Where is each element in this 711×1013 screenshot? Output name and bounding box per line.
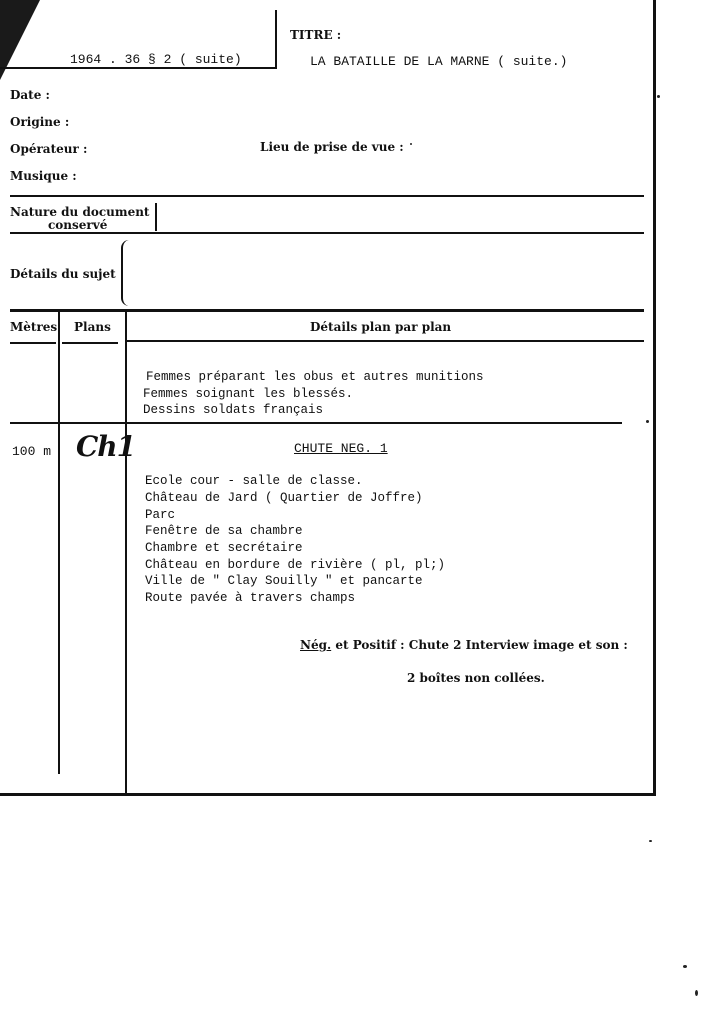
scan-speck [695, 990, 698, 996]
nature-label-line2: conservé [48, 218, 108, 232]
titre-label: TITRE : [290, 28, 342, 42]
plan-handwritten: Ch1 [76, 430, 136, 463]
neg-underlined: Nég. [300, 638, 332, 652]
col-header-details: Détails plan par plan [310, 320, 452, 334]
reference-box-vline [275, 10, 277, 68]
page-bottom-border [0, 793, 656, 796]
musique-label: Musique : [10, 169, 77, 183]
col-header-plans: Plans [74, 320, 111, 334]
operateur-label: Opérateur : [10, 142, 88, 156]
scan-speck [649, 840, 652, 842]
note-rest: et Positif : Chute 2 Interview image et son : [331, 638, 628, 652]
shot-line-5: Chambre et secrétaire [145, 541, 303, 555]
nature-label-line1: Nature du document [10, 205, 150, 219]
metres-value: 100 m [12, 444, 52, 459]
reference-box-underline [0, 67, 277, 69]
header-underline-plans [62, 342, 118, 344]
divider-2 [10, 232, 644, 234]
scan-speck [410, 143, 412, 145]
section-divider [10, 422, 622, 424]
shot-line-4: Fenêtre de sa chambre [145, 524, 303, 538]
col-header-metres: Mètres [10, 320, 58, 334]
header-underline-metres [10, 342, 56, 344]
divider-3 [10, 309, 644, 312]
col-line-2 [125, 312, 127, 794]
scan-speck [683, 965, 687, 968]
boxes-note: 2 boîtes non collées. [407, 671, 545, 685]
shot-line-7: Ville de " Clay Souilly " et pancarte [145, 574, 423, 588]
divider-1 [10, 195, 644, 197]
titre-value: LA BATAILLE DE LA MARNE ( suite.) [310, 54, 568, 69]
scan-speck [657, 95, 660, 98]
lieu-label: Lieu de prise de vue : [260, 140, 404, 154]
section1-line-3: Dessins soldats français [143, 403, 324, 417]
shot-line-1: Ecole cour - salle de classe. [145, 474, 363, 488]
details-sujet-brace [121, 240, 131, 306]
chute-heading: CHUTE NEG. 1 [294, 441, 388, 456]
shot-line-2: Château de Jard ( Quartier de Joffre) [145, 491, 423, 505]
section1-line-1: Femmes préparant les obus et autres munitions [146, 370, 484, 384]
section1-line-2: Femmes soignant les blessés. [143, 387, 354, 401]
page-right-border [653, 0, 656, 795]
details-sujet-label: Détails du sujet [10, 267, 116, 281]
reference-number: 1964 . 36 § 2 ( suite) [70, 52, 242, 67]
header-underline-details [127, 340, 644, 342]
negative-positive-note [300, 638, 628, 652]
scan-speck [646, 420, 649, 423]
origine-label: Origine : [10, 115, 70, 129]
shot-line-3: Parc [145, 508, 176, 522]
col-line-1 [58, 312, 60, 774]
date-label: Date : [10, 88, 50, 102]
nature-brace [155, 203, 157, 231]
shot-line-8: Route pavée à travers champs [145, 591, 356, 605]
shot-line-6: Château en bordure de rivière ( pl, pl;) [145, 558, 446, 572]
